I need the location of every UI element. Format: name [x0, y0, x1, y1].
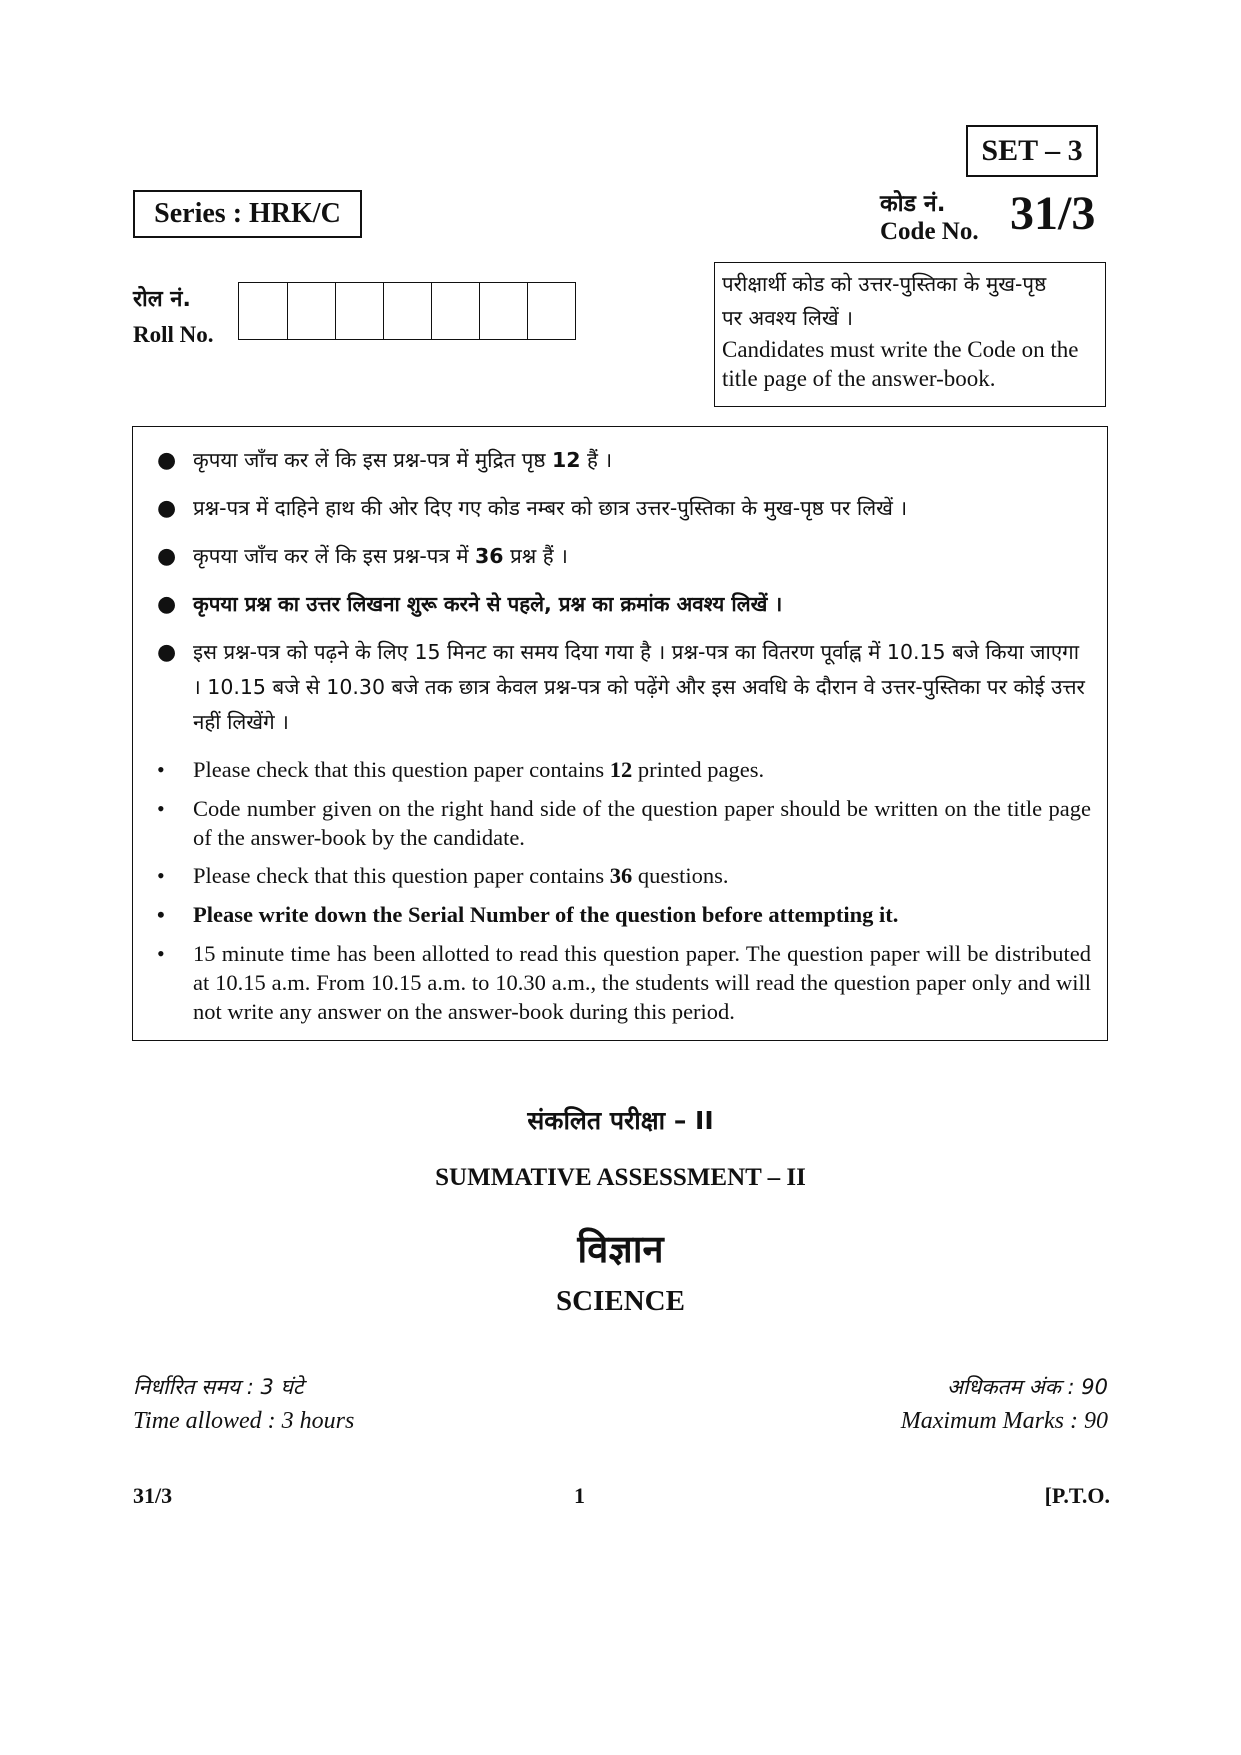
instruction-hi-1	[157, 443, 1091, 478]
time-allowed-hindi: निर्धारित समय : 3 घंटे	[133, 1375, 304, 1399]
roll-digit-box[interactable]	[383, 283, 431, 339]
instruction-en-2	[157, 794, 1091, 852]
subject-title-english: SCIENCE	[556, 1285, 685, 1317]
bullet: •	[157, 757, 165, 782]
code-label-hindi: कोड नं.	[880, 191, 946, 217]
roll-digit-box[interactable]	[335, 283, 383, 339]
instruction-en-1	[157, 755, 1091, 784]
code-note-english: Candidates must write the Code on the title page of the answer-book.	[722, 337, 1079, 391]
question-count: 36	[475, 544, 504, 568]
footer-code: 31/3	[133, 1483, 173, 1508]
time-allowed-english: Time allowed : 3 hours	[133, 1408, 355, 1434]
bullet: ●	[157, 448, 177, 473]
instruction-text: Code number given on the right hand side of the question paper should be written on the title page of the answer-book by the candidate.	[193, 796, 1091, 850]
please-turn-over: [P.T.O.	[1044, 1483, 1110, 1508]
series-label: Series : HRK/C	[133, 190, 362, 238]
code-note-hindi-line1: परीक्षार्थी कोड को उत्तर-पुस्तिका के मुख-पृष्ठ	[722, 272, 1047, 296]
assessment-title-english: SUMMATIVE ASSESSMENT – II	[435, 1164, 806, 1191]
instruction-text: 15 minute time has been allotted to read this question paper. The question paper will be distributed at 10.15 a.m. From 10.15 a.m. to 10.30 a.m., the students will read the question paper only and will not write any answer on the answer-book during this period.	[193, 941, 1091, 1024]
bullet: ●	[157, 496, 177, 521]
instruction-text: कृपया जाँच कर लें कि इस प्रश्न-पत्र में	[193, 544, 476, 568]
roll-digit-box[interactable]	[431, 283, 479, 339]
code-number: 31/3	[1010, 187, 1096, 240]
bullet: ●	[157, 544, 177, 569]
max-marks-english: Maximum Marks : 90	[900, 1408, 1108, 1434]
question-count: 36	[609, 863, 633, 888]
page-count: 12	[609, 757, 633, 782]
instruction-text: इस प्रश्न-पत्र को पढ़ने के लिए 15 मिनट का समय दिया गया है । प्रश्न-पत्र का वितरण पूर्वाह्न में 10.15 बजे किया जाएगा । 10.15 बजे से 10.30 बजे तक छात्र केवल प्रश्न-पत्र को पढ़ेंगे और इस अवधि के दौरान वे उत्तर-पुस्तिका पर कोई उत्तर नहीं लिखेंगे ।	[193, 640, 1085, 734]
instruction-hi-4	[157, 587, 1091, 622]
instruction-text: Please write down the Serial Number of the question before attempting it.	[193, 902, 899, 927]
bullet: ●	[157, 640, 177, 665]
instruction-text: कृपया जाँच कर लें कि इस प्रश्न-पत्र में मुद्रित पृष्ठ	[193, 448, 552, 472]
max-marks-hindi: अधिकतम अंक : 90	[946, 1375, 1108, 1399]
roll-digit-box[interactable]	[287, 283, 335, 339]
instruction-text: कृपया प्रश्न का उत्तर लिखना शुरू करने से पहले, प्रश्न का क्रमांक अवश्य लिखें ।	[193, 592, 783, 616]
page-number: 1	[574, 1483, 585, 1508]
instruction-text: Please check that this question paper contains	[193, 863, 610, 888]
roll-label-english: Roll No.	[133, 322, 214, 347]
code-instruction-box	[714, 262, 1106, 407]
bullet: •	[157, 863, 165, 888]
instruction-en-5	[157, 939, 1091, 1026]
instruction-text: Please check that this question paper contains	[193, 757, 610, 782]
bullet: •	[157, 941, 165, 966]
roll-digit-box[interactable]	[527, 283, 575, 339]
instruction-hi-3	[157, 539, 1091, 574]
set-label: SET – 3	[966, 125, 1098, 177]
instruction-text: प्रश्न-पत्र में दाहिने हाथ की ओर दिए गए कोड नम्बर को छात्र उत्तर-पुस्तिका के मुख-पृष्ठ पर लिखें ।	[193, 496, 908, 520]
instruction-en-3	[157, 861, 1091, 890]
instruction-text: हैं ।	[580, 448, 613, 472]
instruction-text: प्रश्न हैं ।	[503, 544, 568, 568]
instruction-en-4	[157, 900, 1091, 929]
instructions-box	[132, 426, 1108, 1041]
instruction-hi-5	[157, 635, 1091, 740]
instruction-text: questions.	[632, 863, 729, 888]
bullet: ●	[157, 592, 177, 617]
bullet: •	[157, 796, 165, 821]
code-label-english: Code No.	[880, 218, 979, 245]
code-note-hindi-line2: पर अवश्य लिखें ।	[722, 306, 853, 330]
page-count: 12	[551, 448, 581, 472]
assessment-title-hindi: संकलित परीक्षा – II	[527, 1106, 714, 1135]
roll-digit-box[interactable]	[239, 283, 287, 339]
instruction-text: printed pages.	[632, 757, 765, 782]
roll-digit-box[interactable]	[479, 283, 527, 339]
instruction-hi-2	[157, 491, 1091, 526]
subject-title-hindi: विज्ञान	[577, 1227, 664, 1271]
roll-number-boxes[interactable]	[238, 282, 576, 340]
bullet: •	[157, 902, 165, 927]
roll-label-hindi: रोल नं.	[133, 287, 191, 312]
